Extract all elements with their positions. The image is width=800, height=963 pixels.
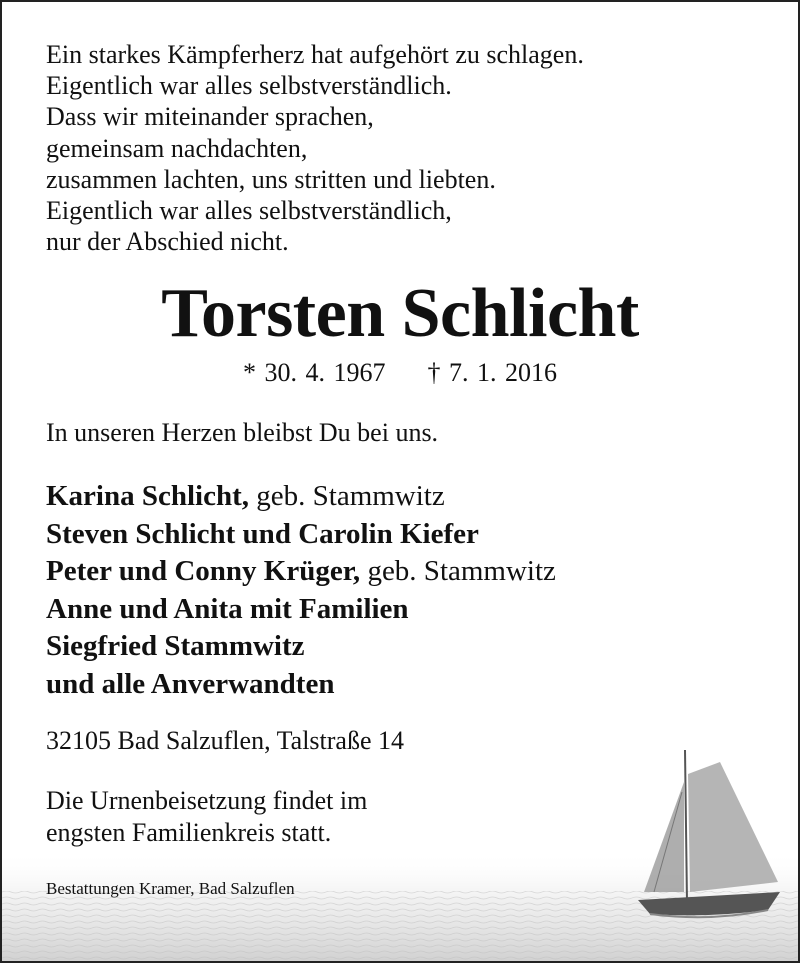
mourner-line [46, 666, 556, 704]
mourner-line [46, 516, 556, 554]
poem-line: zusammen lachten, uns stritten und liebten. [46, 164, 496, 194]
burial-notice [46, 785, 367, 849]
life-dates [2, 357, 798, 389]
mourner-line [46, 628, 556, 666]
mourner-name: Peter und Conny Krüger, [46, 555, 361, 587]
death-date: † 7. 1. 2016 [427, 358, 557, 387]
poem-line: Eigentlich war alles selbstverständlich, [46, 196, 452, 226]
poem-line: Ein starkes Kämpferherz hat aufgehört zu schlagen. [46, 40, 584, 69]
motto: In unseren Herzen bleibst Du bei uns. [46, 418, 439, 447]
poem-line: gemeinsam nachdachten, [46, 133, 308, 163]
mourner-name: Anne und Anita mit Familien [46, 592, 409, 625]
mourner-line [46, 553, 556, 591]
mourner-line [46, 591, 556, 629]
sailboat-image [630, 742, 790, 927]
birth-date: * 30. 4. 1967 [243, 358, 386, 387]
funeral-home: Bestattungen Kramer, Bad Salzuflen [46, 879, 295, 898]
poem-line: Eigentlich war alles selbstverständlich. [46, 71, 452, 101]
mourner-name: Karina Schlicht, [46, 480, 250, 512]
mourner-suffix: geb. Stammwitz [249, 480, 445, 512]
mourner-suffix: geb. Stammwitz [360, 555, 556, 587]
poem [46, 39, 584, 257]
mourner-name: Siegfried Stammwitz [46, 630, 305, 662]
deceased-name: Torsten Schlicht [161, 275, 639, 352]
notice-line: engsten Familienkreis statt. [46, 818, 332, 847]
mourner-line [46, 478, 556, 516]
mourner-name: Steven Schlicht und Carolin Kiefer [46, 517, 479, 550]
address: 32105 Bad Salzuflen, Talstraße 14 [46, 726, 405, 755]
mourner-name: und alle Anverwandten [46, 667, 335, 700]
mourners-list [46, 478, 556, 703]
poem-line: nur der Abschied nicht. [46, 227, 289, 257]
notice-line: Die Urnenbeisetzung findet im [46, 786, 368, 815]
poem-line: Dass wir miteinander sprachen, [46, 102, 374, 132]
